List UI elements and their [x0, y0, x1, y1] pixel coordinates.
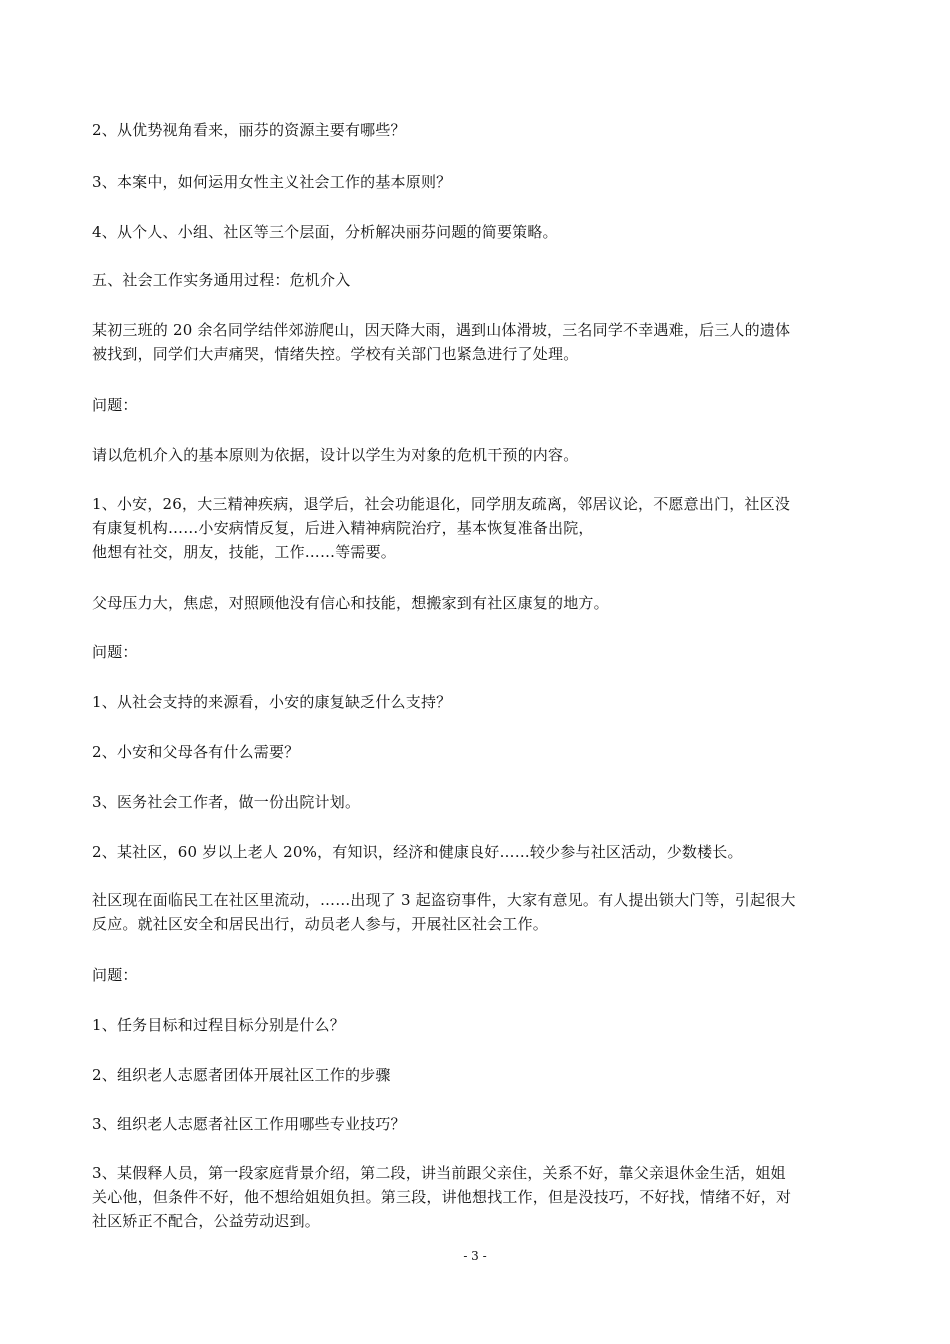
case-xiao-an-parents: [92, 591, 864, 615]
text-line: 4、从个人、小组、社区等三个层面，分析解决丽芬问题的简要策略。: [92, 223, 558, 241]
questions-label: [92, 963, 864, 987]
crisis-question: [92, 443, 864, 467]
question-skills: [92, 1112, 864, 1136]
question-steps: [92, 1063, 864, 1087]
case-community-theft: [92, 888, 864, 936]
case-hiking-accident: [92, 318, 864, 366]
text-line: 关心他，但条件不好，他不想给姐姐负担。第三段，讲他想找工作，但是没技巧，不好找，情绪不好，对: [92, 1188, 792, 1206]
question-4-strategies: [92, 220, 864, 244]
text-line: 社区矫正不配合，公益劳动迟到。: [92, 1212, 321, 1230]
question-3-feminist-principles: [92, 170, 864, 194]
question-needs: [92, 740, 864, 764]
question-goals: [92, 1013, 864, 1037]
text-line: 1、从社会支持的来源看，小安的康复缺乏什么支持？: [92, 693, 452, 711]
text-line: 2、组织老人志愿者团体开展社区工作的步骤: [92, 1066, 391, 1084]
text-line: 被找到，同学们大声痛哭，情绪失控。学校有关部门也紧急进行了处理。: [92, 345, 579, 363]
text-line: 2、小安和父母各有什么需要？: [92, 743, 300, 761]
text-line: 某初三班的 20 余名同学结伴郊游爬山，因天降大雨，遇到山体滑坡，三名同学不幸遇难，后三人的遗体: [92, 321, 791, 339]
text-line: 他想有社交，朋友，技能，工作……等需要。: [92, 543, 397, 561]
case-parolee: [92, 1161, 864, 1233]
text-line: 1、小安，26，大三精神疾病，退学后，社会功能退化，同学朋友疏离，邻居议论，不愿意出门，社区没: [92, 495, 791, 513]
section-heading-crisis-intervention: [92, 268, 864, 292]
text-line: 2、某社区，60 岁以上老人 20%，有知识，经济和健康良好……较少参与社区活动，少数楼长。: [92, 843, 743, 861]
text-line: 有康复机构……小安病情反复，后进入精神病院治疗，基本恢复准备出院，: [92, 519, 594, 537]
text-line: 3、本案中，如何运用女性主义社会工作的基本原则？: [92, 173, 452, 191]
text-line: 反应。就社区安全和居民出行，动员老人参与，开展社区社会工作。: [92, 915, 549, 933]
questions-label: [92, 640, 864, 664]
text-line: 3、医务社会工作者，做一份出院计划。: [92, 793, 361, 811]
text-line: 社区现在面临民工在社区里流动，……出现了 3 起盗窃事件，大家有意见。有人提出锁大门等，引起很大: [92, 891, 796, 909]
case-community-elderly: [92, 840, 864, 864]
text-line: 2、从优势视角看来，丽芬的资源主要有哪些？: [92, 121, 406, 139]
page-number: - 3 -: [463, 1249, 487, 1263]
question-social-support: [92, 690, 864, 714]
text-line: 问题：: [92, 643, 138, 661]
text-line: 问题：: [92, 396, 138, 414]
question-discharge-plan: [92, 790, 864, 814]
questions-label: [92, 393, 864, 417]
text-line: 五、社会工作实务通用过程：危机介入: [92, 271, 351, 289]
text-line: 父母压力大，焦虑，对照顾他没有信心和技能，想搬家到有社区康复的地方。: [92, 594, 609, 612]
text-line: 3、某假释人员，第一段家庭背景介绍，第二段，讲当前跟父亲住，关系不好，靠父亲退休金生活，姐姐: [92, 1164, 786, 1182]
text-line: 1、任务目标和过程目标分别是什么？: [92, 1016, 345, 1034]
text-line: 请以危机介入的基本原则为依据，设计以学生为对象的危机干预的内容。: [92, 446, 579, 464]
text-line: 3、组织老人志愿者社区工作用哪些专业技巧？: [92, 1115, 406, 1133]
case-xiao-an: [92, 492, 864, 564]
text-line: 问题：: [92, 966, 138, 984]
question-2-strengths: [92, 118, 864, 142]
